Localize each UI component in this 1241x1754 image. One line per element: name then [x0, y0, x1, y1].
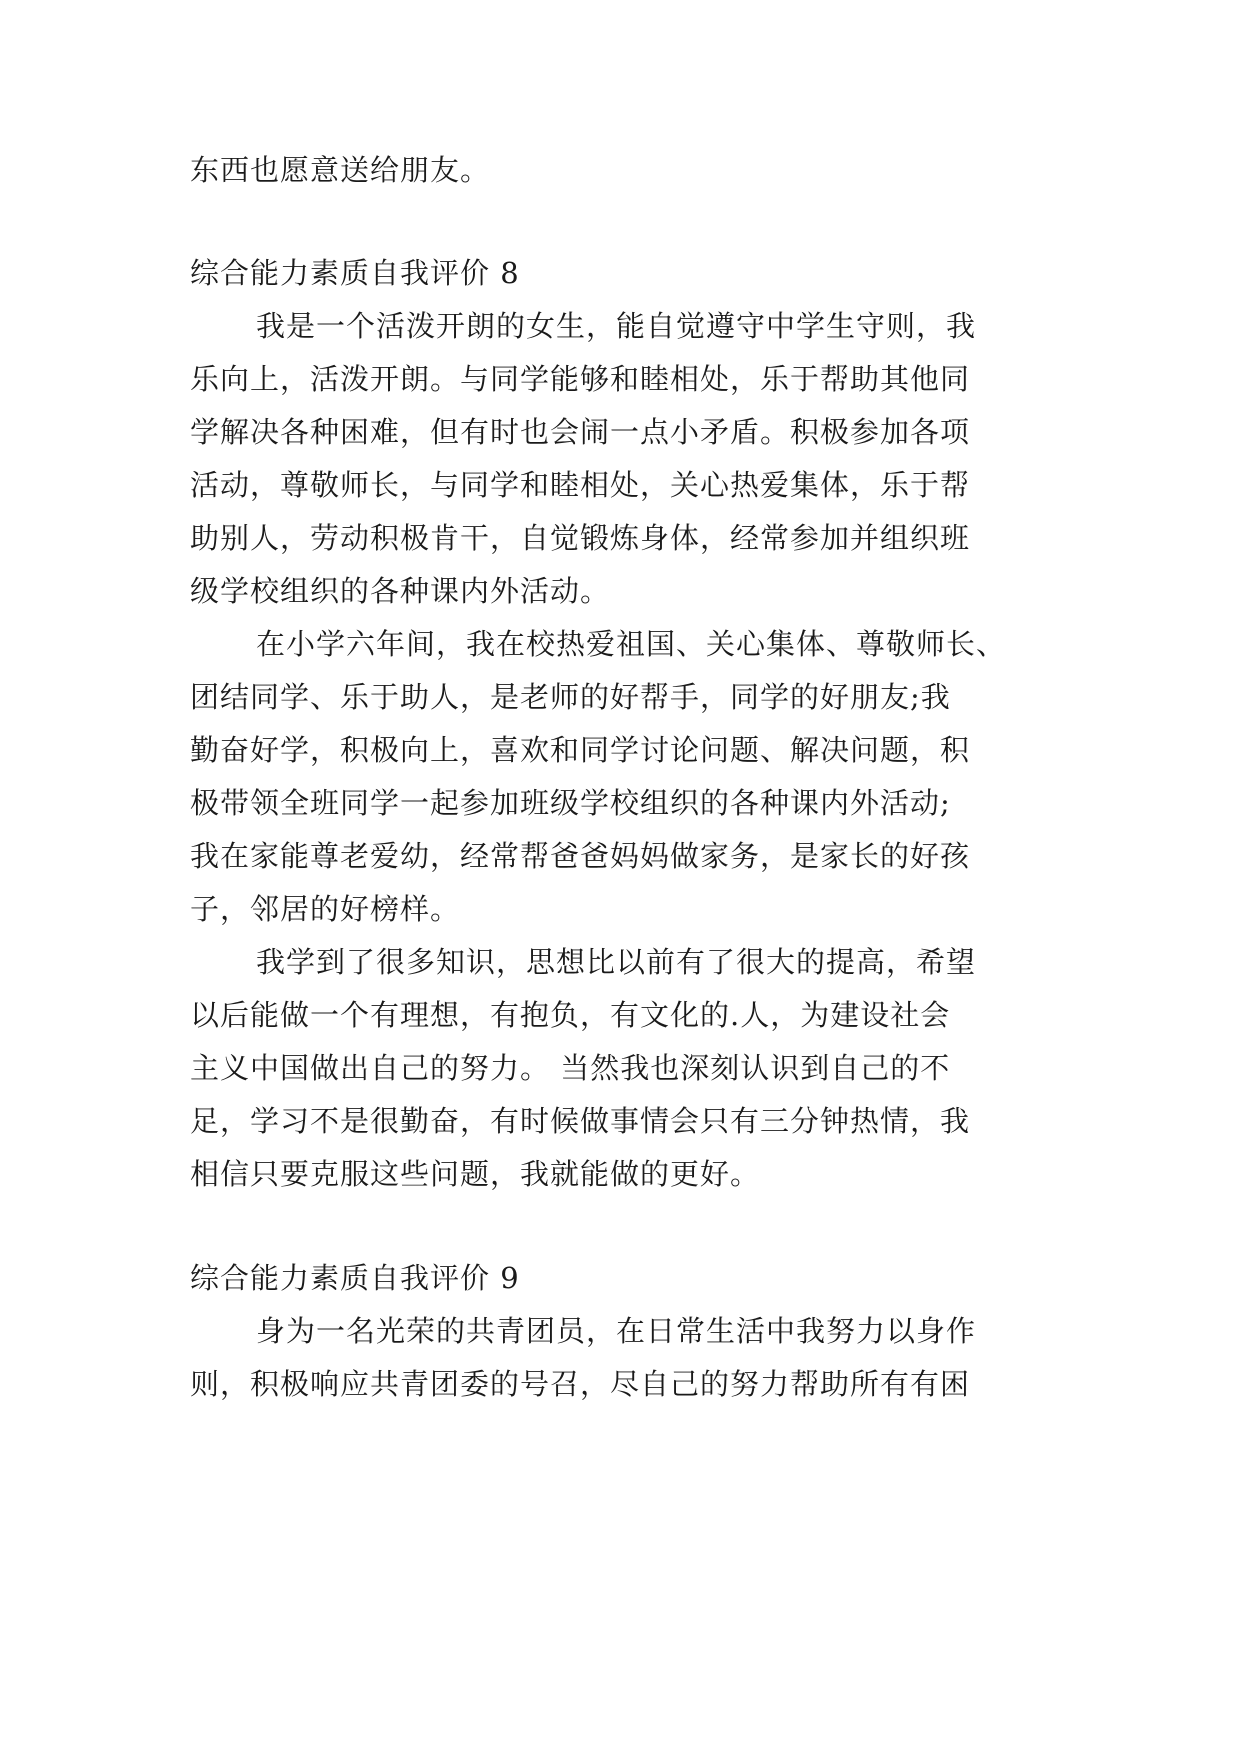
- section-8-para1-line2: 乐向上，活泼开朗。与同学能够和睦相处，乐于帮助其他同: [190, 362, 971, 396]
- section-8-para2-line4: 极带领全班同学一起参加班级学校组织的各种课内外活动;: [190, 786, 951, 820]
- section-8-para3-line4: 足，学习不是很勤奋，有时候做事情会只有三分钟热情，我: [190, 1104, 971, 1138]
- section-8-para2-line6: 子，邻居的好榜样。: [190, 892, 461, 926]
- section-8-para2-line2: 团结同学、乐于助人，是老师的好帮手，同学的好朋友;我: [190, 680, 951, 714]
- section-8-para2-line1: 在小学六年间，我在校热爱祖国、关心集体、尊敬师长、: [256, 627, 1007, 661]
- section-8-para1-line6: 级学校组织的各种课内外活动。: [190, 574, 611, 608]
- section-8-para1-line1: 我是一个活泼开朗的女生，能自觉遵守中学生守则，我: [256, 309, 977, 343]
- section-8-para2-line3: 勤奋好学，积极向上，喜欢和同学讨论问题、解决问题，积: [190, 733, 971, 767]
- section-8-title: 综合能力素质自我评价 8: [190, 256, 520, 290]
- section-8-para3-line5: 相信只要克服这些问题，我就能做的更好。: [190, 1157, 761, 1191]
- section-9-para1-line1: 身为一名光荣的共青团员，在日常生活中我努力以身作: [256, 1314, 977, 1348]
- section-9-title: 综合能力素质自我评价 9: [190, 1261, 520, 1295]
- section-8-para2-line5: 我在家能尊老爱幼，经常帮爸爸妈妈做家务，是家长的好孩: [190, 839, 971, 873]
- section-8-para1-line4: 活动，尊敬师长，与同学和睦相处，关心热爱集体，乐于帮: [190, 468, 971, 502]
- section-8-para1-line3: 学解决各种困难，但有时也会闹一点小矛盾。积极参加各项: [190, 415, 971, 449]
- section-9-para1-line2: 则，积极响应共青团委的号召，尽自己的努力帮助所有有困: [190, 1367, 971, 1401]
- section-8-para3-line3: 主义中国做出自己的努力。 当然我也深刻认识到自己的不: [190, 1051, 951, 1085]
- opening-fragment: 东西也愿意送给朋友。: [190, 153, 491, 187]
- section-8-para3-line1: 我学到了很多知识，思想比以前有了很大的提高，希望: [256, 945, 977, 979]
- section-8-para1-line5: 助别人，劳动积极肯干，自觉锻炼身体，经常参加并组织班: [190, 521, 971, 555]
- section-8-para3-line2: 以后能做一个有理想，有抱负，有文化的.人，为建设社会: [190, 998, 951, 1032]
